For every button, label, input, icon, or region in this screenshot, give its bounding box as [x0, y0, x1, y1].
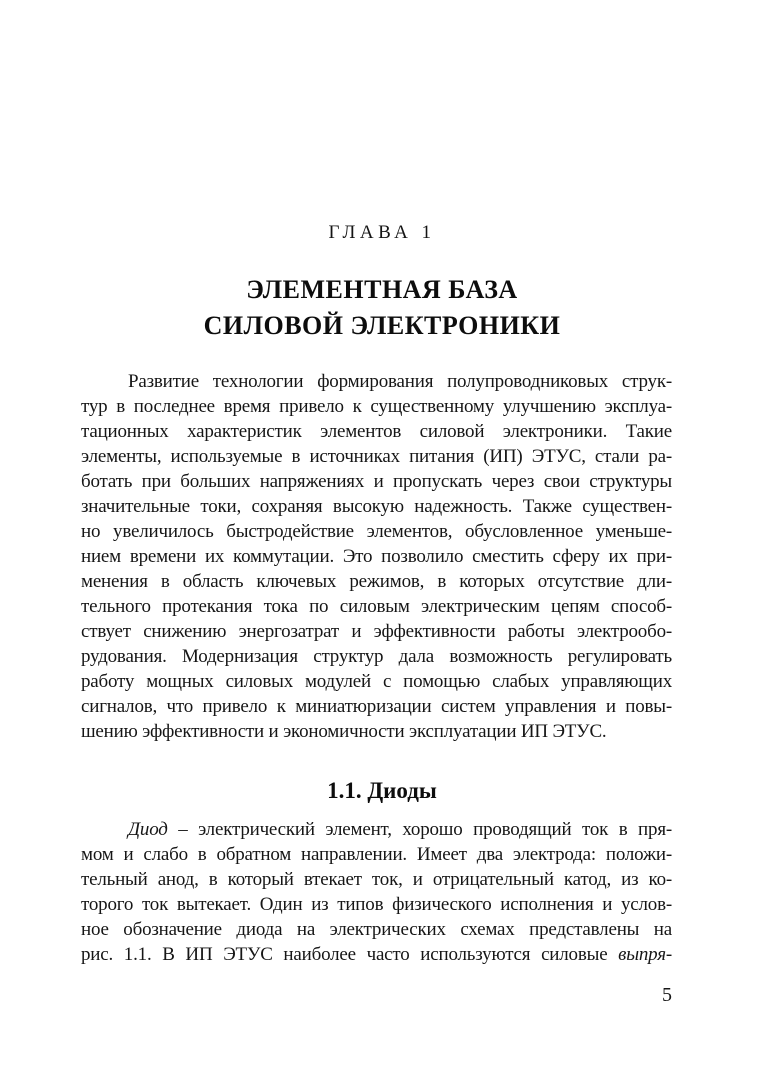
paragraph-line: тельный анод, в который втекает ток, и отрицательный катод, из ко-	[81, 869, 672, 890]
paragraph-line: рудования. Модернизация структур дала возможность регулировать	[81, 646, 672, 667]
paragraph-line: менения в область ключевых режимов, в которых отсутствие дли-	[81, 571, 672, 592]
paragraph-line: шению эффективности и экономичности эксплуатации ИП ЭТУС.	[81, 721, 607, 742]
page-number: 5	[662, 984, 672, 1006]
paragraph-line: сигналов, что привело к миниатюризации систем управления и повы-	[81, 696, 672, 717]
paragraph-line: нием времени их коммутации. Это позволило сместить сферу их при-	[81, 546, 672, 567]
paragraph-line	[81, 817, 672, 842]
paragraph-line-text: рис. 1.1. В ИП ЭТУС наиболее часто используются силовые	[81, 944, 619, 965]
paragraph-line: тационных характеристик элементов силовой электроники. Такие	[81, 421, 672, 442]
term-diod: Диод	[128, 819, 168, 840]
paragraph-line: Развитие технологии формирования полупроводниковых струк-	[128, 371, 672, 392]
paragraph-line: но увеличилось быстродействие элементов, обусловленное уменьше-	[81, 521, 672, 542]
paragraph-line: тур в последнее время привело к существенному улучшению эксплуа-	[81, 396, 672, 417]
paragraph-line: работу мощных силовых модулей с помощью слабых управляющих	[81, 671, 672, 692]
chapter-title	[0, 272, 764, 344]
chapter-title-line-2: СИЛОВОЙ ЭЛЕКТРОНИКИ	[203, 311, 561, 340]
paragraph-line: тельного протекания тока по силовым электрическим цепям способ-	[81, 596, 672, 617]
paragraph-line-text: – электрический элемент, хорошо проводящий ток в пря-	[167, 819, 672, 840]
section-heading-diody: 1.1. Диоды	[327, 778, 437, 803]
paragraph-line: элементы, используемые в источниках питания (ИП) ЭТУС, стали ра-	[81, 446, 672, 467]
paragraph-intro	[81, 369, 672, 744]
paragraph-line: ствует снижению энергозатрат и эффективности работы электрообо-	[81, 621, 672, 642]
paragraph-line	[81, 942, 672, 967]
paragraph-diody	[81, 817, 672, 967]
paragraph-line: мом и слабо в обратном направлении. Имеет два электрода: положи-	[81, 844, 672, 865]
term-vypryamitelnye: выпря-	[618, 944, 672, 965]
chapter-title-line-1: ЭЛЕМЕНТНАЯ БАЗА	[246, 275, 518, 304]
paragraph-line: торого ток вытекает. Один из типов физического исполнения и услов-	[81, 894, 672, 915]
paragraph-line: ное обозначение диода на электрических схемах представлены на	[81, 919, 672, 940]
paragraph-line: ботать при больших напряжениях и пропускать через свои структуры	[81, 471, 672, 492]
paragraph-line: значительные токи, сохраняя высокую надежность. Также существен-	[81, 496, 672, 517]
chapter-label: ГЛАВА 1	[328, 222, 436, 243]
